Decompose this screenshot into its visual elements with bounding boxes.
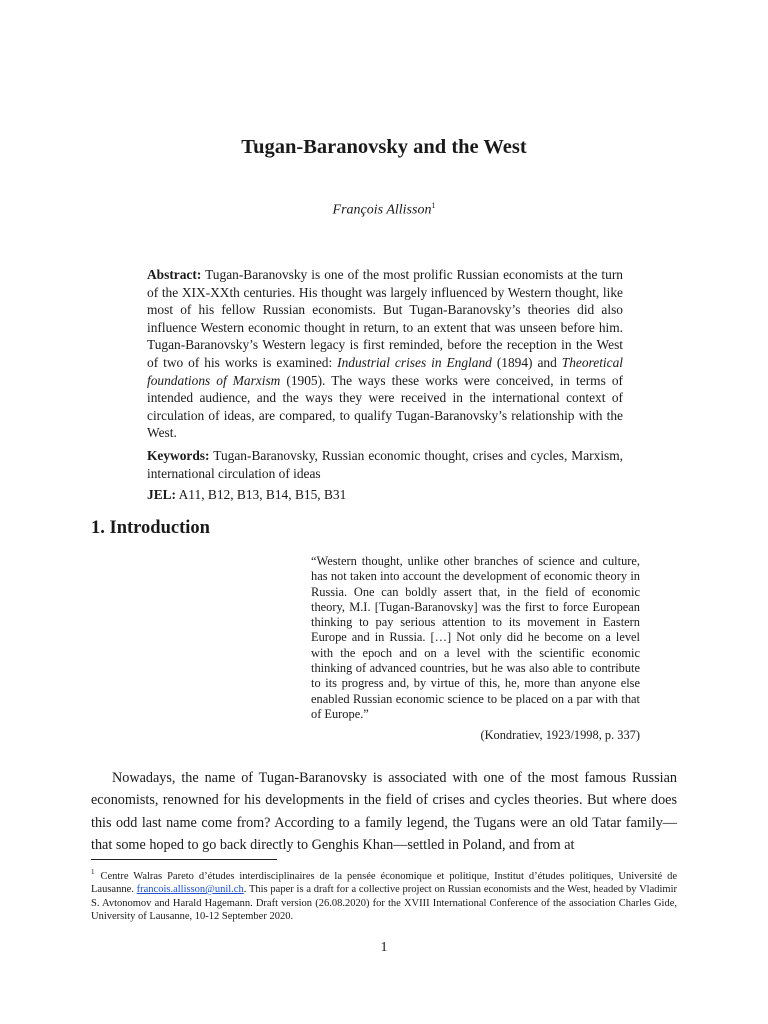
abstract-work-1: Industrial crises in England	[337, 354, 492, 370]
footnote	[91, 866, 677, 924]
author-email-link[interactable]: francois.allisson@unil.ch	[136, 884, 244, 896]
page-number: 1	[380, 940, 388, 955]
section-heading-introduction: 1. Introduction	[91, 518, 210, 538]
footnote-divider	[91, 859, 277, 860]
abstract-work-2: Theoretical foundations of Marxism	[147, 354, 624, 388]
abstract-block	[147, 266, 623, 504]
abstract-label: Abstract:	[147, 267, 202, 282]
epigraph-quote: “Western thought, unlike other branches of science and culture, has not taken into account the development of economic theory in Russia. One can boldly assert that, in the field of economic theory, M.I. [Tugan-Baranovsky] was the first to force European thinking to pay serious attention to its movement in Eastern Europe and in Russia. […] Not only did he become on a level with the epoch and on a level with the scientific economic thinking of advanced countries, but he was also able to contribute to its progress and, by virtue of this, he, more than anyone else enabled Russian economic science to be placed on a par with that of Europe.”	[311, 554, 640, 721]
abstract-paragraph	[147, 266, 623, 442]
jel-codes: A11, B12, B13, B14, B15, B31	[178, 487, 347, 503]
abstract-text-1: Tugan-Baranovsky is one of the most prolific Russian economists at the turn of the XIX-XXth centuries. His thought was largely influenced by Western thought, like most of his fellow Russian economists. But Tugan-Baranovsky’s theories did also influence Western economic thought in return, to an extent that was unseen before him. Tugan-Baranovsky’s Western legacy is first reminded, before the reception in the West of two of his works is examined:	[147, 267, 624, 370]
keywords-paragraph	[147, 447, 623, 482]
jel-label: JEL:	[147, 487, 177, 503]
abstract-text-2: (1894) and	[491, 354, 562, 370]
keywords-label: Keywords:	[147, 447, 210, 463]
author-name: François Allisson	[332, 202, 432, 218]
epigraph-source: (Kondratiev, 1923/1998, p. 337)	[480, 728, 640, 742]
footnote-text-2: . This paper is a draft for a collective project on Russian economists and the West, headed by Vladimir S. Avtonomov and Harald Hagemann. Draft version (26.08.2020) for the XVIII International Conference of the association Charles Gide, University of Lausanne, 10-12 September 2020.	[91, 884, 677, 923]
paper-title: Tugan-Baranovsky and the West	[241, 136, 527, 158]
abstract-text-3: (1905). The ways these works were conceived, in terms of intended audience, and the ways they were received in the international context of circulation of ideas, are compared, to qualify Tugan-Baranovsky’s relationship with the West.	[147, 372, 623, 441]
author-footnote-mark[interactable]: 1	[431, 201, 436, 210]
author-line	[0, 201, 768, 219]
body-paragraph: Nowadays, the name of Tugan-Baranovsky is associated with one of the most famous Russian economists, renowned for his developments in the field of crises and cycles theories. But where does this odd last name come from? According to a family legend, the Tugans were an old Tatar family—that some hoped to go back directly to Genghis Khan—settled in Poland, and from at	[91, 770, 677, 854]
keywords-text: Tugan-Baranovsky, Russian economic thought, crises and cycles, Marxism, international circulation of ideas	[147, 447, 624, 481]
jel-paragraph	[147, 486, 623, 504]
footnote-mark: 1	[91, 868, 95, 876]
footnote-text-1: Centre Walras Pareto d’études interdisciplinaires de la pensée économique et politique, Institut d’études politiques, Université de Lausanne.	[91, 870, 677, 896]
